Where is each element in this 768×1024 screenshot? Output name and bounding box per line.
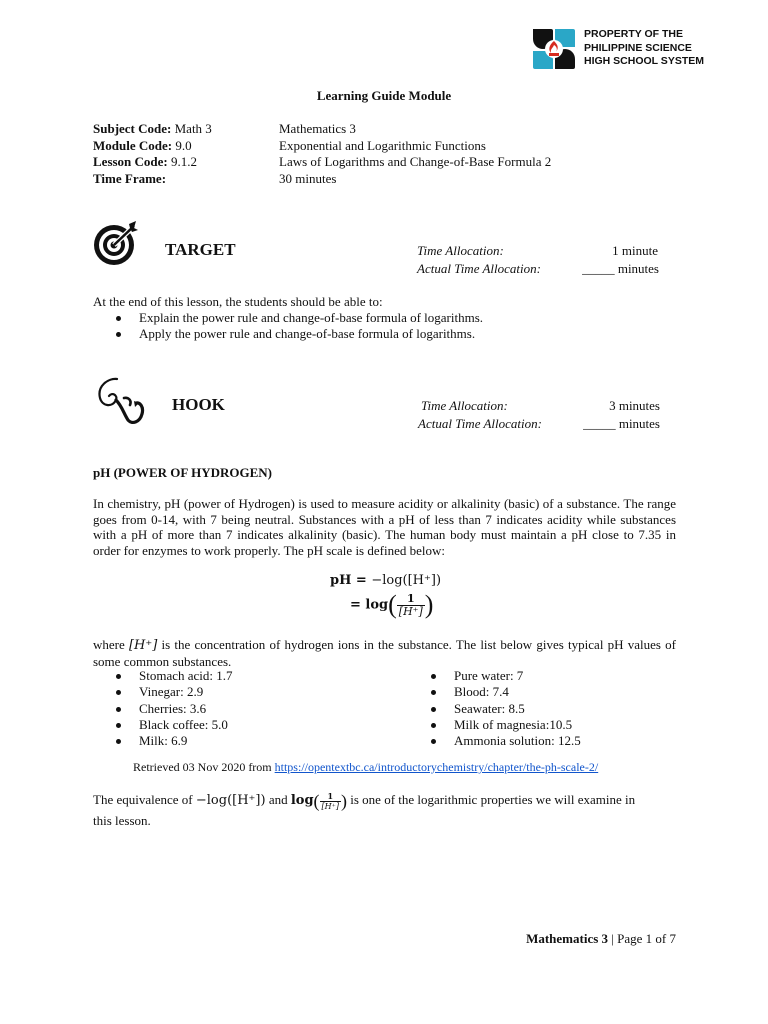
- ph-heading: pH (POWER OF HYDROGEN): [93, 465, 272, 480]
- objective-item: Apply the power rule and change-of-base formula of logarithms.: [93, 326, 653, 342]
- equivalence-fraction-denominator: [H⁺]: [321, 801, 339, 811]
- lesson-name: Laws of Logarithms and Change-of-Base Formula 2: [279, 154, 552, 169]
- subject-code-label: Subject Code:: [93, 121, 172, 136]
- where-text-1: where: [93, 637, 129, 652]
- target-intro: At the end of this lesson, the students should be able to:: [93, 294, 383, 309]
- equivalence-paragraph: [93, 790, 683, 831]
- ph-formula-line-1: [330, 572, 441, 588]
- equivalence-and: and: [265, 792, 291, 807]
- substance-item: Black coffee: 5.0: [93, 717, 393, 733]
- ph-paragraph: In chemistry, pH (power of Hydrogen) is used to measure acidity or alkalinity (basic) of a substance. The range goes from 0-14, with 7 being neutral. Substances with a pH of less than 7 indicates acidity while substances with a pH of more than 7 indicates alkalinity (basic). The human body must maintain a pH close to 7.35 in order for enzymes to work properly. The pH scale is defined below:: [93, 496, 676, 558]
- formula-paren-close: ): [424, 590, 434, 619]
- substance-item: Pure water: 7: [408, 668, 668, 684]
- target-time-allocation-label: Time Allocation:: [417, 243, 504, 258]
- formula-neg-log: −log([H⁺]): [371, 573, 442, 588]
- objectives-list: [93, 310, 653, 343]
- footer-page-number: Page 1 of 7: [617, 931, 676, 946]
- subject-code-row: [93, 121, 212, 138]
- substance-item: Stomach acid: 1.7: [93, 668, 393, 684]
- module-code-value: 9.0: [175, 137, 192, 153]
- where-symbol: [H⁺]: [128, 638, 158, 653]
- time-frame-row: [93, 171, 166, 188]
- equivalence-paren-close: ): [341, 791, 347, 812]
- hook-time-allocation-value: 3 minutes: [609, 398, 660, 413]
- citation: [133, 760, 598, 775]
- pshs-logo-icon: [531, 27, 577, 71]
- logo-line-3: HIGH SCHOOL SYSTEM: [584, 55, 704, 67]
- module-name: Exponential and Logarithmic Functions: [279, 137, 486, 153]
- substance-item: Cherries: 3.6: [93, 701, 393, 717]
- citation-prefix: Retrieved 03 Nov 2020 from: [133, 760, 275, 774]
- equivalence-paren-open: (: [313, 791, 320, 812]
- target-actual-allocation-label: Actual Time Allocation:: [417, 261, 541, 276]
- hook-actual-allocation-label: Actual Time Allocation:: [418, 416, 542, 431]
- target-title: TARGET: [165, 240, 236, 259]
- target-icon: [92, 220, 142, 268]
- subject-code-value: Math 3: [174, 121, 212, 136]
- equivalence-expr-1: −log([H⁺]): [195, 793, 266, 808]
- document-title: Learning Guide Module: [316, 88, 452, 103]
- equivalence-text-2: is one of the logarithmic properties we will examine in: [347, 792, 636, 807]
- equivalence-log: log: [290, 793, 314, 808]
- objective-item: Explain the power rule and change-of-base formula of logarithms.: [93, 310, 653, 326]
- equivalence-fraction: [320, 792, 341, 811]
- hook-actual-allocation-value: _____ minutes: [583, 416, 660, 431]
- equivalence-text-3: this lesson.: [93, 813, 151, 829]
- substance-item: Blood: 7.4: [408, 684, 668, 700]
- equivalence-fraction-numerator: 1: [320, 792, 341, 802]
- ph-formula-line-2: [350, 590, 433, 620]
- hook-time-allocation-label: Time Allocation:: [421, 398, 508, 413]
- module-code-label: Module Code:: [93, 137, 173, 153]
- lesson-code-row: [93, 154, 197, 171]
- substance-item: Milk: 6.9: [93, 733, 393, 749]
- substances-list-right: [408, 668, 668, 749]
- substance-item: Ammonia solution: 12.5: [408, 733, 668, 749]
- module-code-row: [93, 138, 192, 155]
- formula-paren-open: (: [388, 590, 397, 619]
- substance-item: Seawater: 8.5: [408, 701, 668, 717]
- lesson-code-label: Lesson Code:: [93, 154, 168, 169]
- substance-item: Milk of magnesia:10.5: [408, 717, 668, 733]
- pshs-logo-text: [584, 28, 704, 69]
- where-paragraph: [93, 637, 676, 669]
- substance-item: Vinegar: 2.9: [93, 684, 393, 700]
- citation-link[interactable]: https://opentextbc.ca/introductorychemistry/chapter/the-ph-scale-2/: [274, 760, 599, 774]
- subject-name: Mathematics 3: [279, 121, 356, 136]
- equivalence-text-1: The equivalence of: [93, 792, 196, 807]
- formula-fraction: [397, 593, 425, 618]
- hook-title: HOOK: [172, 395, 225, 414]
- substances-list-left: [93, 668, 393, 749]
- formula-fraction-denominator: [H⁺]: [398, 604, 423, 618]
- where-text-2: is the concentration of hydrogen ions in the substance. The list below gives typical pH values of some common substances.: [93, 637, 676, 669]
- time-frame-value: 30 minutes: [279, 170, 337, 186]
- logo-line-2: PHILIPPINE SCIENCE: [584, 41, 692, 54]
- target-actual-allocation-value: _____ minutes: [582, 261, 659, 276]
- formula-eq-log: = log: [350, 597, 389, 613]
- hook-icon: [94, 376, 148, 426]
- lesson-code-value: 9.1.2: [171, 154, 198, 169]
- page-footer: [526, 931, 676, 948]
- footer-subject: Mathematics 3: [526, 931, 609, 946]
- formula-ph-lhs: pH =: [330, 573, 372, 588]
- formula-fraction-numerator: 1: [397, 593, 425, 606]
- logo-line-1: PROPERTY OF THE: [584, 28, 683, 40]
- footer-separator: |: [608, 931, 618, 946]
- target-time-allocation-value: 1 minute: [612, 243, 658, 258]
- time-frame-label: Time Frame:: [93, 170, 167, 186]
